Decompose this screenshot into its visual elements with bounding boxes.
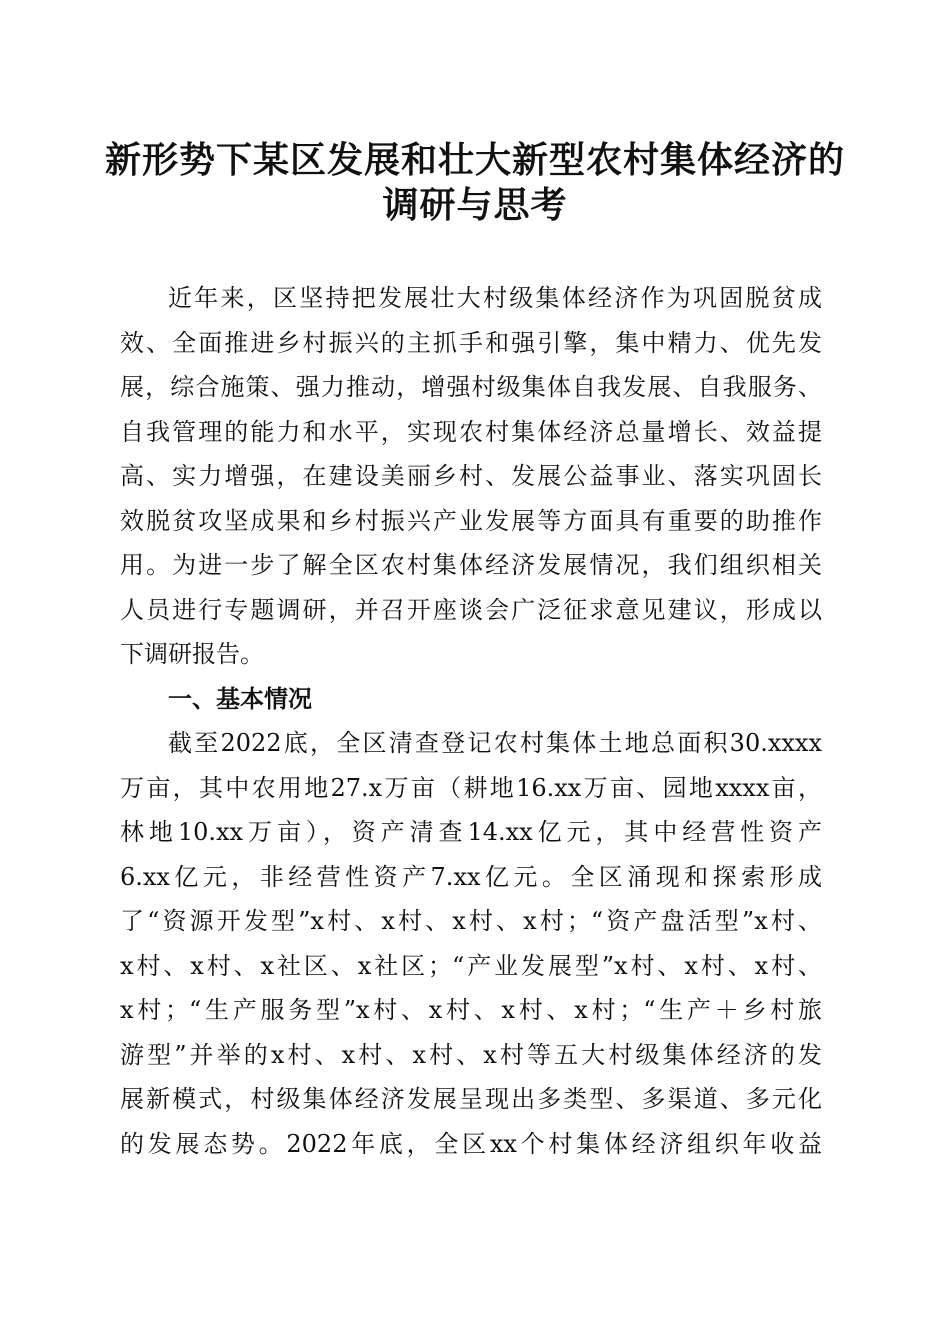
text-line: 林地10.xx万亩），资产清查14.xx亿元，其中经营性资产 xyxy=(120,818,822,846)
text-line: 人员进行专题调研，并召开座谈会广泛征求意见建议，形成以 xyxy=(120,595,822,624)
text-line: 游型”并举的x村、x村、x村、x村等五大村级集体经济的发 xyxy=(120,1040,822,1069)
text-line: 用。为进一步了解全区农村集体经济发展情况，我们组织相关 xyxy=(120,551,822,579)
text-line: x村；“生产服务型”x村、x村、x村、x村；“生产＋乡村旅 xyxy=(120,996,822,1024)
text-line: 了“资源开发型”x村、x村、x村、x村；“资产盘活型”x村、 xyxy=(120,907,822,935)
text-line: 高、实力增强，在建设美丽乡村、发展公益事业、落实巩固长 xyxy=(120,462,822,490)
text-line: 截至2022底，全区清查登记农村集体土地总面积30.xxxx xyxy=(168,729,822,757)
text-line: 近年来，区坚持把发展壮大村级集体经济作为巩固脱贫成 xyxy=(168,284,822,312)
section-heading: 一、基本情况 xyxy=(168,683,312,713)
text-line: 效、全面推进乡村振兴的主抓手和强引擎，集中精力、优先发 xyxy=(120,328,822,357)
text-line: 展，综合施策、强力推动，增强村级集体自我发展、自我服务、 xyxy=(120,373,822,401)
text-line: 6.xx亿元，非经营性资产7.xx亿元。全区涌现和探索形成 xyxy=(120,862,822,891)
text-line: 效脱贫攻坚成果和乡村振兴产业发展等方面具有重要的助推作 xyxy=(120,506,822,535)
text-line: 下调研报告。 xyxy=(120,640,264,668)
text-line: 的发展态势。2022年底，全区xx个村集体经济组织年收益 xyxy=(120,1129,822,1158)
document-title-line-2: 调研与思考 xyxy=(382,184,568,226)
text-line: 展新模式，村级集体经济发展呈现出多类型、多渠道、多元化 xyxy=(120,1085,822,1113)
intro-paragraph xyxy=(120,276,822,1166)
document-title-line-1: 新形势下某区发展和壮大新型农村集体经济的 xyxy=(104,139,845,181)
text-line: 自我管理的能力和水平，实现农村集体经济总量增长、效益提 xyxy=(120,417,822,446)
text-line: 万亩，其中农用地27.x万亩（耕地16.xx万亩、园地xxxx亩， xyxy=(120,773,822,802)
text-line: x村、x村、x社区、x社区；“产业发展型”x村、x村、x村、 xyxy=(120,951,822,980)
